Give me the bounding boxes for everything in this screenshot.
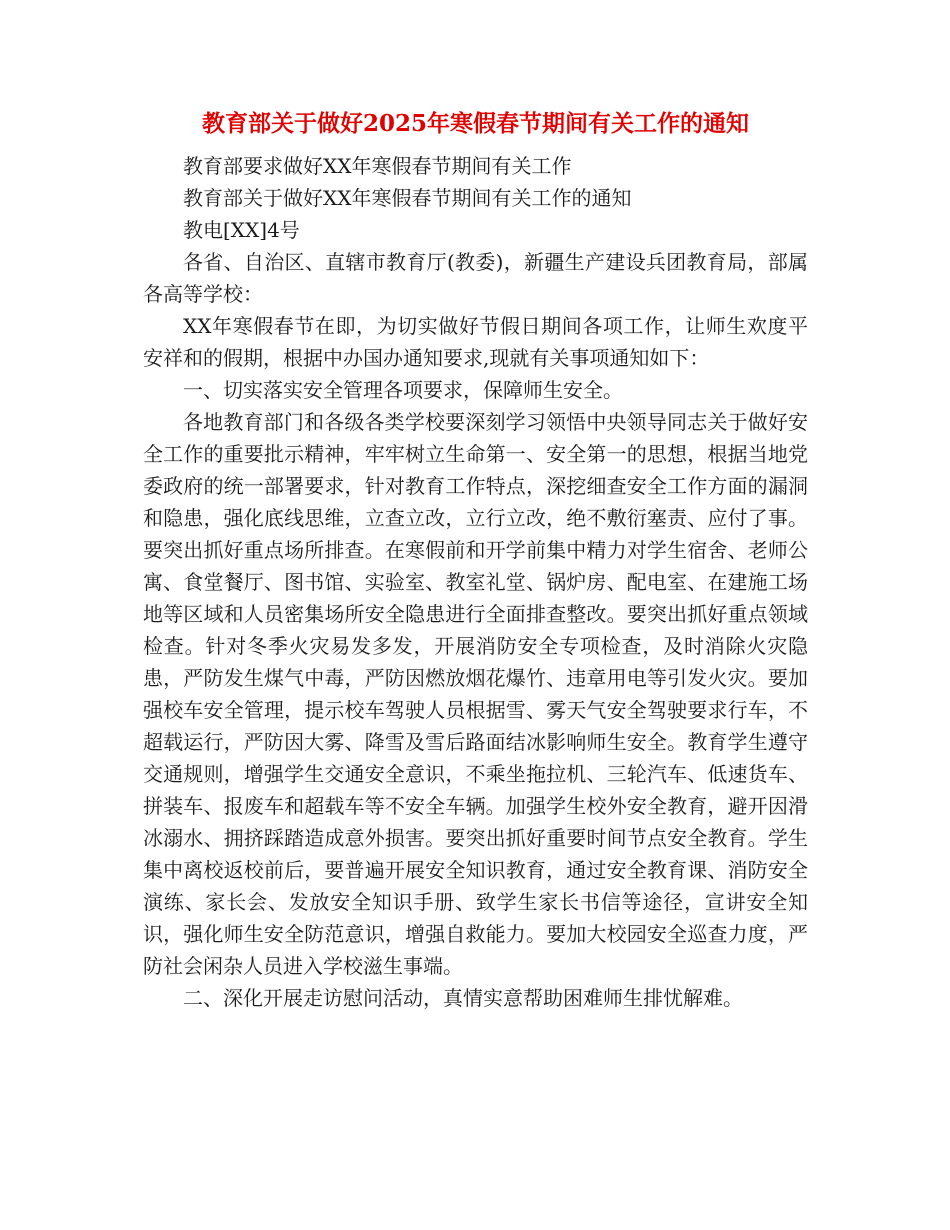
intro-paragraph: XX年寒假春节在即，为切实做好节假日期间各项工作，让师生欢度平安祥和的假期，根据中办国办通知要求,现就有关事项通知如下： bbox=[143, 314, 808, 370]
section-heading-2: 二、深化开展走访慰问活动，真情实意帮助困难师生排忧解难。 bbox=[183, 986, 743, 1010]
document-number: 教电[XX]4号 bbox=[183, 218, 300, 242]
document-title: 教育部关于做好2025年寒假春节期间有关工作的通知 bbox=[201, 110, 749, 137]
notice-title-line: 教育部关于做好XX年寒假春节期间有关工作的通知 bbox=[183, 186, 632, 210]
subheading: 教育部要求做好XX年寒假春节期间有关工作 bbox=[183, 154, 572, 178]
addressee: 各省、自治区、直辖市教育厅(教委)，新疆生产建设兵团教育局，部属各高等学校： bbox=[143, 250, 808, 306]
section-body-1: 各地教育部门和各级各类学校要深刻学习领悟中央领导同志关于做好安全工作的重要批示精神，牢牢树立生命第一、安全第一的思想，根据当地党委政府的统一部署要求，针对教育工作特点，深挖细查安全工作方面的漏洞和隐患，强化底线思维，立查立改，立行立改，绝不敷衍塞责、应付了事。要突出抓好重点场所排查。在寒假前和开学前集中精力对学生宿舍、老师公寓、食堂餐厅、图书馆、实验室、教室礼堂、锅炉房、配电室、在建施工场地等区域和人员密集场所安全隐患进行全面排查整改。要突出抓好重点领域检查。针对冬季火灾易发多发，开展消防安全专项检查，及时消除火灾隐患，严防发生煤气中毒，严防因燃放烟花爆竹、违章用电等引发火灾。要加强校车安全管理，提示校车驾驶人员根据雪、雾天气安全驾驶要求行车，不超载运行，严防因大雾、降雪及雪后路面结冰影响师生安全。教育学生遵守交通规则，增强学生交通安全意识，不乘坐拖拉机、三轮汽车、低速货车、拼装车、报废车和超载车等不安全车辆。加强学生校外安全教育，避开因滑冰溺水、拥挤踩踏造成意外损害。要突出抓好重要时间节点安全教育。学生集中离校返校前后，要普遍开展安全知识教育，通过安全教育课、消防安全演练、家长会、发放安全知识手册、致学生家长书信等途径，宣讲安全知识，强化师生安全防范意识，增强自救能力。要加大校园安全巡查力度，严防社会闲杂人员进入学校滋生事端。 bbox=[143, 410, 808, 978]
section-heading-1: 一、切实落实安全管理各项要求，保障师生安全。 bbox=[183, 378, 623, 402]
document-body bbox=[143, 104, 808, 1014]
